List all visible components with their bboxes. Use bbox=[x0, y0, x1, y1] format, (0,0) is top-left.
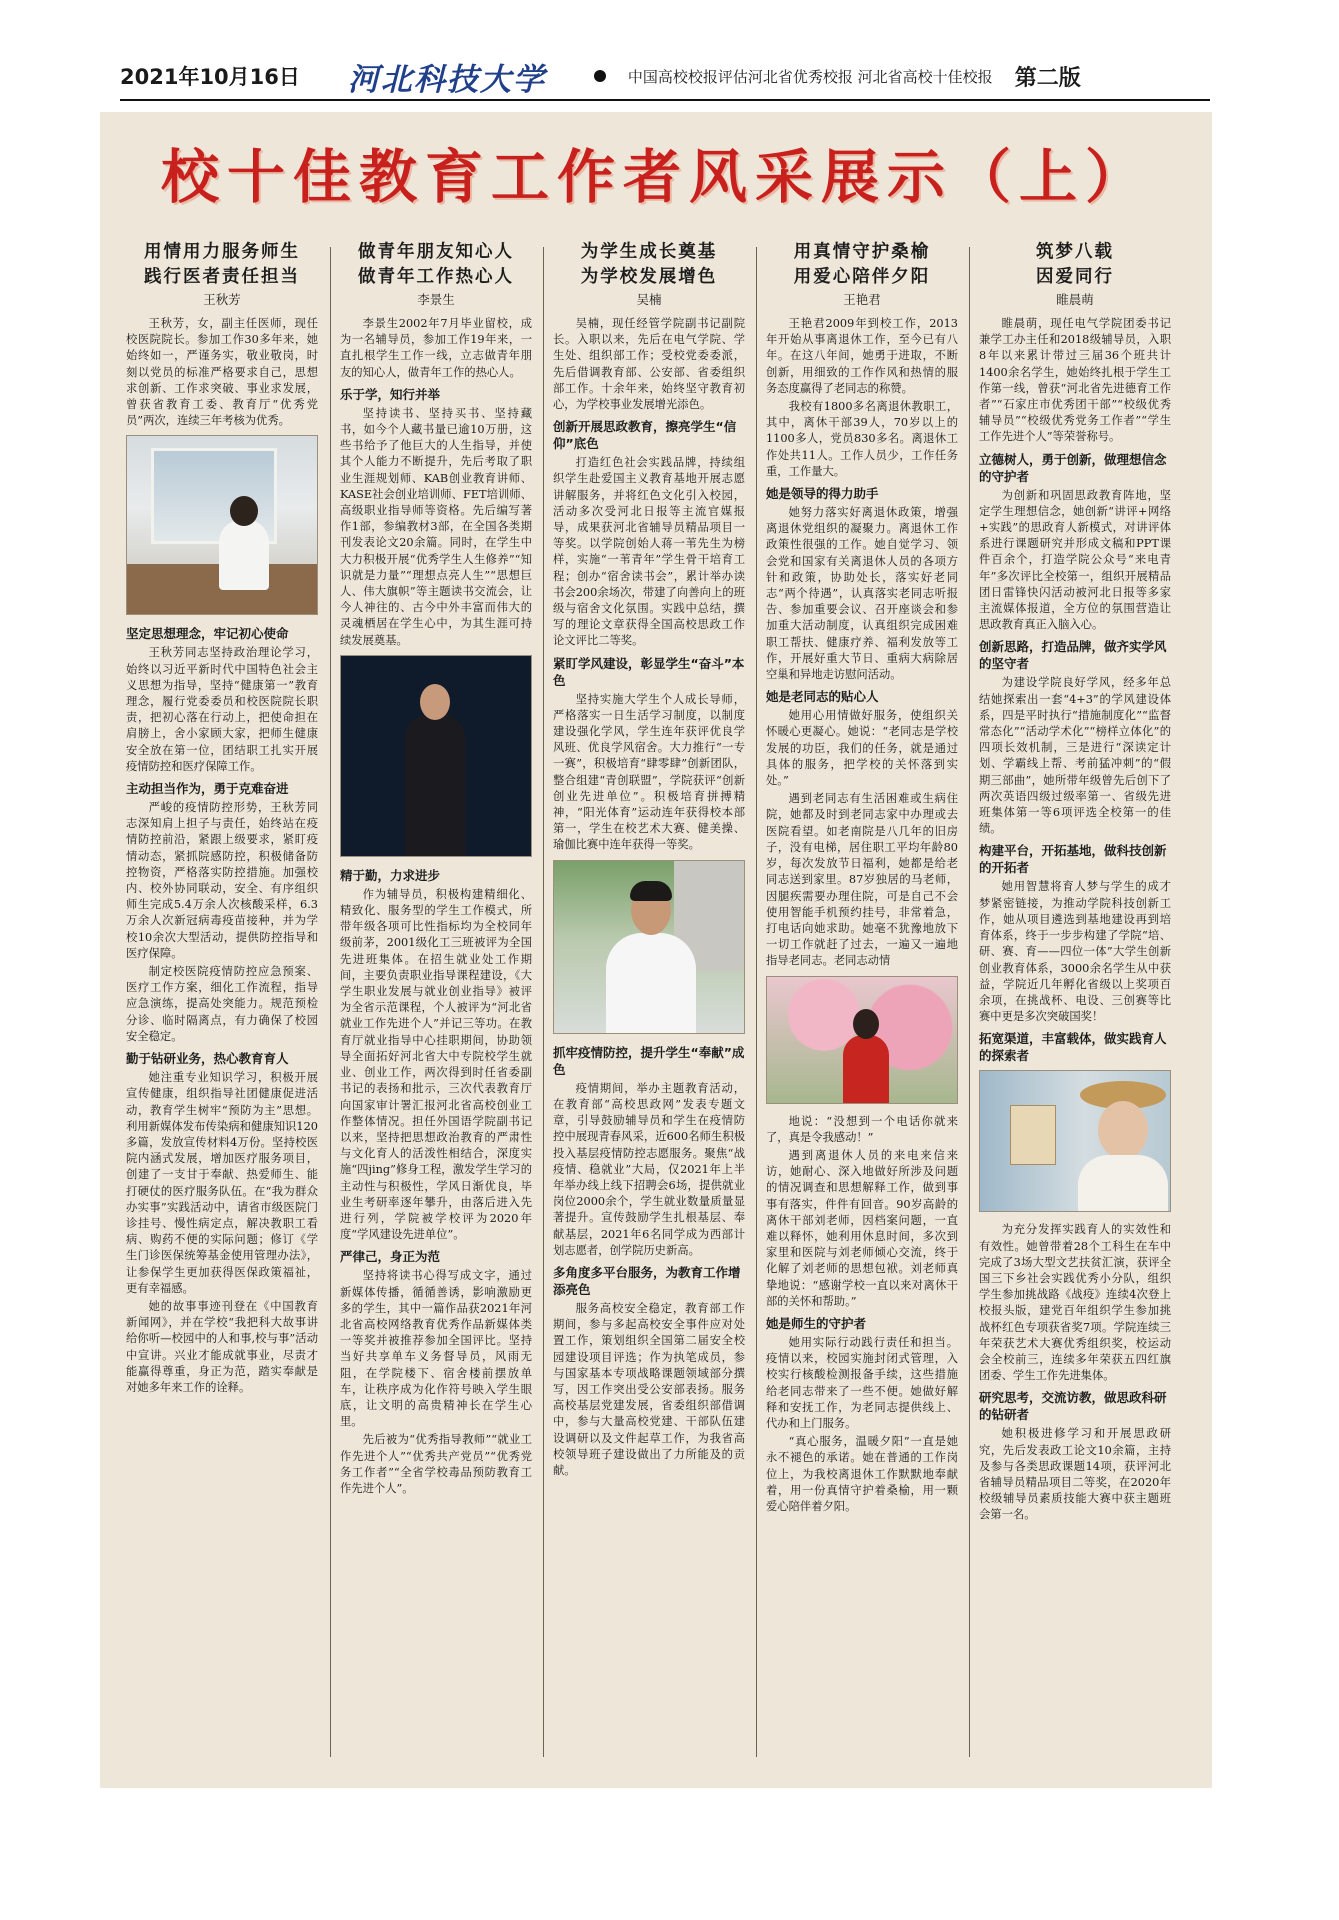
column-divider bbox=[330, 247, 331, 1757]
section-subheading: 立德树人，勇于创新，做理想信念的守护者 bbox=[979, 451, 1167, 484]
article-column-2 bbox=[340, 240, 532, 1770]
article-title-line: 为学生成长奠基 bbox=[580, 242, 718, 262]
article-title-line: 用情用力服务师生 bbox=[144, 242, 300, 262]
article-column-3 bbox=[553, 240, 745, 1770]
body-paragraph: 我校有1800多名离退休教职工，其中，离休干部39人，70岁以上的1100多人，党员830多名。离退休工作处共11人。工作人员少，工作任务重，工作量大。 bbox=[766, 400, 958, 478]
body-paragraph: 地说：“没想到一个电话你就来了，真是令我感动！” bbox=[766, 1114, 958, 1144]
body-paragraph: 她努力落实好离退休政策，增强离退休党组织的凝聚力。离退休工作政策性很强的工作。她自觉学习、领会党和国家有关离退休人员的各项方针和政策，协助处长，落实好老同志“两个待遇”，认真落实老同志听报告、参加重要会议、召开座谈会和参加重大活动制度，认真组织完成困难职工帮扶、健康疗养、福利发放等工作，开展好重大节日、重病大病除居空巢和异地走访慰问活动。 bbox=[766, 506, 958, 682]
body-paragraph: 服务高校安全稳定，教育部工作期间，参与多起高校安全事件应对处置工作，策划组织全国第二届安全校园建设项目评选；作为执笔成员，参与国家基本专项战略课题领域部分撰写，因工作突出受公安部表扬。服务高校基层党建发展，省委组织部借调中，参与大量高校党建、干部队伍建设调研以及文件起草工作，为我省高校领导班子建设做出了力所能及的贡献。 bbox=[553, 1301, 745, 1477]
body-paragraph: 王秋芳同志坚持政治理论学习，始终以习近平新时代中国特色社会主义思想为指导，坚持“健康第一”教育理念，履行党委委员和校医院院长职责，把初心落在行动上，把使命担在肩膀上，舍小家顾大家，把师生健康安全放在第一位，团结职工扎实开展疫情防控和医疗保障工作。 bbox=[126, 646, 318, 773]
page-headline: 校十佳教育工作者风采展示（上） bbox=[160, 143, 1151, 211]
article-title-line: 因爱同行 bbox=[1036, 267, 1114, 287]
article-title-line: 用真情守护桑榆 bbox=[793, 242, 931, 262]
body-paragraph: 遇到老同志有生活困难或生病住院，她都及时到老同志家中办理或去医院看望。如老南院是八几年的旧房子，没有电梯，居住职工平均年龄80岁，每次发放节日福利，她都是给老同志送到家里。87岁独居的马老师，因腿疾需要办理住院，可是自己不会使用智能手机预约挂号，非常着急，打电话向她求助。她毫不犹豫地放下一切工作就赶了过去，一遍又一遍地指导老同志。老同志动情 bbox=[766, 792, 958, 968]
section-subheading: 主动担当作为，勇于克难奋进 bbox=[126, 781, 289, 797]
body-paragraph: 吴楠，现任经管学院副书记副院长。入职以来，先后在电气学院、学生处、组织部工作；受校党委委派，先后借调教育部、公安部、省委组织部工作。十余年来，始终坚守教育初心，为学校事业发展增光添色。 bbox=[553, 317, 745, 412]
body-paragraph: 她用心用情做好服务，使组织关怀暖心更凝心。她说：“老同志是学校发展的功臣，我们的任务，就是通过具体的服务，把学校的关怀落到实处。” bbox=[766, 709, 958, 788]
section-subheading: 创新思路，打造品牌，做齐实学风的坚守者 bbox=[979, 639, 1167, 672]
body-paragraph: 遇到离退休人员的来电来信来访，她耐心、深入地做好所涉及问题的情况调查和思想解释工作，做到事事有落实，件件有回音。90岁高龄的离休干部刘老师，因档案问题，一直难以释怀，她利用休息时间，多次到家里和医院与刘老师倾心交流，终于化解了刘老师的思想包袱。刘老师真挚地说：“感谢学校一直以来对离休干部的关怀和帮助。” bbox=[766, 1148, 958, 1308]
body-paragraph: 坚持将读书心得写成文字，通过新媒体传播，循循善诱，影响激励更多的学生，其中一篇作品获2021年河北省高校网络教育优秀作品新媒体类一等奖并被推荐参加全国评比。坚持当好共享单车义务督导员，风雨无阻，在学院楼下、宿舍楼前摆放单车，让秩序成为化作符号映入学生眼底，让文明的高贵精神长在学生心里。 bbox=[340, 1269, 532, 1429]
body-paragraph: 她注重专业知识学习，积极开展宣传健康，组织指导社团健康促进活动，教育学生树牢“预防为主”思想。利用新媒体发布传染病和健康知识120多篇，发放宣传材料4万份。坚持校医院内涵式发展，增加医疗服务项目，创建了一支甘于奉献、热爱师生、能打硬仗的医疗服务队伍。在“我为群众办实事”实践活动中，请省市级医院门诊挂号、慢性病定点，解决教职工看病、购药不便的实际问题；修订《学生门诊医保统筹基金使用管理办法》，让参保学生更加获得医保政策福祉，更有幸福感。 bbox=[126, 1071, 318, 1295]
body-paragraph: 睢晨萌，现任电气学院团委书记兼学工办主任和2018级辅导员，入职8年以来累计带过三届36个班共计1400余名学生，她始终扎根于学生工作第一线，曾获“河北省先进德育工作者”“石家庄市优秀团干部”“校级优秀辅导员”“校级优秀党务工作者”“学生工作先进个人”等荣誉称号。 bbox=[979, 317, 1171, 444]
section-subheading: 拓宽渠道，丰富载体，做实践育人的探索者 bbox=[979, 1031, 1167, 1064]
article-author: 李景生 bbox=[417, 292, 455, 307]
body-paragraph: 疫情期间，举办主题教育活动，在教育部“高校思政网”发表专题文章，引导鼓励辅导员和学生在疫情防控中展现青春风采，近600名师生积极投入基层疫情防控志愿服务。聚焦“战疫情、稳就业”大局，仅2021年上半年举办线上线下招聘会6场，提供就业岗位2000余个，学生就业数量质量显著提升。宣传鼓励学生扎根基层、奉献基层，2021年6名同学成为西部计划志愿者，创学院历史新高。 bbox=[553, 1081, 745, 1257]
body-paragraph: 坚持实施大学生个人成长导师，严格落实一日生活学习制度，以制度建设强化学风，学生连年获评优良学风班、优良学风宿舍。大力推行“一专一赛”，积极培育“肆零肆”创新团队，整合组建“青创联盟”，学院获评“创新创业先进单位”。积极培育拼搏精神，“阳光体育”运动连年获得校本部第一，学生在校艺术大赛、健美操、瑜伽比赛中连年获得一等奖。 bbox=[553, 692, 745, 852]
section-subheading: 她是老同志的贴心人 bbox=[766, 689, 879, 705]
masthead bbox=[120, 56, 1210, 96]
body-paragraph: 李景生2002年7月毕业留校，成为一名辅导员，参加工作19年来，一直扎根学生工作一线，立志做青年朋友的知心人，做青年工作的热心人。 bbox=[340, 317, 532, 379]
body-paragraph: 她的故事事迹刊登在《中国教育新闻网》，并在学校“我把科大故事讲给你听—校园中的人和事,校与事”活动中宣讲。兴业才能成就事业，尽责才能赢得尊重，身正为范，踏实奉献是对她多年来工作的诠释。 bbox=[126, 1299, 318, 1394]
body-paragraph: 王秋芳，女，副主任医师，现任校医院院长。参加工作30多年来，她始终如一，严谨务实，敬业敬岗，时刻以党员的标准严格要求自己，思想求创新、工作求突破、事业求发展，曾获省教育工委、教育厅“优秀党员”两次，连续三年考核为优秀。 bbox=[126, 317, 318, 428]
article-title-line: 做青年朋友知心人 bbox=[358, 242, 514, 262]
masthead-rule bbox=[120, 99, 1210, 101]
body-paragraph: 为创新和巩固思政教育阵地，坚定学生理想信念，她创新“讲评+网络+实践”的思政育人新模式，对讲评体系进行课题研究并形成文稿和PPT课件百余个，打造学院公众号“来电青年”多次评比全校第一，组织开展精品团日雷锋快闪活动被河北日报等多家主流媒体报道，全方位的氛围营造让思政教育真正入脑入心。 bbox=[979, 488, 1171, 632]
body-paragraph: “真心服务，温暖夕阳”一直是她永不褪色的承诺。她在普通的工作岗位上，为我校离退休工作默默地奉献着，用一份真情守护着桑榆，用一颗爱心陪伴着夕阳。 bbox=[766, 1435, 958, 1513]
feature-panel bbox=[100, 112, 1212, 1788]
article-title-line: 筑梦八载 bbox=[1036, 242, 1114, 262]
section-subheading: 精于勤，力求进步 bbox=[340, 867, 441, 883]
section-subheading: 严律己，身正为范 bbox=[340, 1249, 441, 1265]
article-author: 王秋芳 bbox=[203, 292, 241, 307]
body-paragraph: 为建设学院良好学风，经多年总结她探索出一套“4+3”的学风建设体系，四是平时执行“措施制度化”“监督常态化”“活动学术化”“榜样立体化”的四项长效机制，三是进行“深读定计划、学霸线上帮、考前猛冲刺”的“假期三部曲”，她所带年级曾先后创下了两次英语四级过级率第一、省级先进班集体第一等6项评选全校第一的佳绩。 bbox=[979, 676, 1171, 836]
section-subheading: 抓牢疫情防控，提升学生“奉献”成色 bbox=[553, 1044, 745, 1077]
body-paragraph: 为充分发挥实践育人的实效性和有效性。她曾带着28个工科生在车中完成了3场大型文艺扶贫汇演，获评全国三下乡社会实践优秀小分队，组织学生参加挑战路《战疫》连续4次登上校报头版，建党百年组织学生参加挑战杯红色专项获省奖7项。学院连续三年荣获艺术大赛优秀组织奖，校运动会全校前三，连续多年荣获五四红旗团委、学生工作先进集体。 bbox=[979, 1223, 1171, 1383]
section-subheading: 她是领导的得力助手 bbox=[766, 486, 879, 502]
article-author: 王艳君 bbox=[843, 292, 881, 307]
body-paragraph: 作为辅导员，积极构建精细化、精致化、服务型的学生工作模式，所带年级各项可比性指标均为全校同年级前茅，2001级化工三班被评为全国先进班集体。在招生就业处工作期间，主要负责职业指导课程建设，《大学生职业发展与就业创业指导》被评为全省示范课程，个人被评为“河北省就业工作先进个人”并记三等功。在教育厅就业指导中心挂职期间，协助领导全面拓好河北省大中专院校学生就业、创业工作，两次得到时任省委副书记的表扬和批示，三次代表教育厅向国家审计署汇报河北省高校创业工作整体情况。担任外国语学院副书记以来，坚持把思想政治教育的严肃性与文化育人的活泼性相结合，深度实施“四jing”修身工程，激发学生学习的主动性与积极性，学风日渐优良，毕业生考研率逐年攀升，由落后进入先进行列，学院被学校评为2020年度“学风建设先进单位”。 bbox=[340, 887, 532, 1242]
body-paragraph: 严峻的疫情防控形势，王秋芳同志深知肩上担子与责任，始终站在疫情防控前沿，紧跟上级要求，紧盯疫情动态，紧抓院感防控，积极储备防控物资，严格落实防控措施。加强校内、校外协同联动，安全、有序组织师生完成5.4万余人次核酸采样，6.3万余人次新冠病毒疫苗接种，并为学校10余次大型活动，提供防控指导和医疗保障。 bbox=[126, 801, 318, 960]
article-title-line: 为学校发展增色 bbox=[580, 267, 718, 287]
body-paragraph: 坚持读书、坚持买书、坚持藏书，如今个人藏书量已逾10万册，这些书给予了他巨大的人生指导，并使其个人能力不断提升，先后考取了职业生涯规划师、KAB创业教育讲师、KASE社会创业培训师、FET培训师、高级职业指导师等资格。先后编写著作1部，参编教材3部，在全国各类期刊发表论文20余篇。同时，在学生中大力积极开展“优秀学生人生修养”“知识就是力量”“理想点亮人生”“思想巨人、伟大旗帜”等主题读书交流会，让今人神往的、古今中外丰富而伟大的灵魂栖居在学生心中，为其生涯可持续发展奠基。 bbox=[340, 406, 532, 647]
article-author: 睢晨萌 bbox=[1056, 292, 1094, 307]
profile-photo bbox=[553, 860, 745, 1034]
section-subheading: 她是师生的守护者 bbox=[766, 1315, 867, 1331]
body-paragraph: 打造红色社会实践品牌，持续组织学生赴爱国主义教育基地开展志愿讲解服务，并将红色文化引入校园，活动多次受河北日报等主流官媒报导，成果获河北省辅导员精品项目一等奖。以学院创始人蒋一苇先生为榜样，实施“一苇青年”学生骨干培育工程；创办“宿舍读书会”，累计举办读书会200余场次，带建了向善向上的班级与宿舍文化氛围。实践中总结，撰写的理论文章获得全国高校思政工作论文评比二等奖。 bbox=[553, 456, 745, 648]
masthead-slogan: 中国高校校报评估河北省优秀校报 河北省高校十佳校报 bbox=[627, 67, 993, 86]
section-subheading: 构建平台，开拓基地，做科技创新的开拓者 bbox=[979, 843, 1167, 876]
profile-photo bbox=[766, 976, 958, 1104]
section-subheading: 乐于学，知行并举 bbox=[340, 386, 441, 402]
article-title-line: 用爱心陪伴夕阳 bbox=[793, 267, 931, 287]
profile-photo bbox=[126, 435, 318, 615]
article-title-line: 践行医者责任担当 bbox=[144, 267, 300, 287]
profile-photo bbox=[340, 655, 532, 857]
article-column-5 bbox=[979, 240, 1171, 1770]
section-subheading: 多角度多平台服务，为教育工作增添亮色 bbox=[553, 1264, 741, 1297]
section-subheading: 创新开展思政教育，擦亮学生“信仰”底色 bbox=[553, 419, 737, 452]
section-subheading: 坚定思想理念，牢记初心使命 bbox=[126, 626, 289, 642]
column-divider bbox=[543, 247, 544, 1757]
issue-date: 2021年10月16日 bbox=[120, 65, 300, 89]
article-author: 吴楠 bbox=[636, 292, 662, 307]
section-subheading: 紧盯学风建设，彰显学生“奋斗”本色 bbox=[553, 655, 745, 688]
bullet-dot-icon bbox=[594, 70, 606, 82]
body-paragraph: 她用实际行动践行责任和担当。疫情以来，校园实施封闭式管理，入校实行核酸检测报备手续，这些措施给老同志带来了一些不便。她做好解释和安抚工作，为老同志提供线上、代办和上门服务。 bbox=[766, 1335, 958, 1430]
body-paragraph: 她积极进修学习和开展思政研究，先后发表政工论文10余篇，主持及参与各类思政课题14项，获评河北省辅导员精品项目二等奖，在2020年校级辅导员素质技能大赛中获主题班会第一名。 bbox=[979, 1427, 1171, 1522]
profile-photo bbox=[979, 1070, 1171, 1212]
column-divider bbox=[969, 247, 970, 1757]
body-paragraph: 她用智慧将育人梦与学生的成才梦紧密链接，为推动学院科技创新工作，她从项目遴选到基地建设再到培育体系，终于一步步构建了学院“培、研、赛、育——四位一体”大学生创新创业教育体系，3000余名学生从中获益，学院近几年孵化省级以上奖项百余项，在挑战杯、电设、三创赛等比赛中更是多次突破国奖！ bbox=[979, 880, 1171, 1024]
article-column-4 bbox=[766, 240, 958, 1770]
body-paragraph: 制定校医院疫情防控应急预案、医疗工作方案，细化工作流程，指导应急演练，提高处突能力。规范预检分诊、临时隔离点，有力确保了校园安全稳定。 bbox=[126, 965, 318, 1043]
section-subheading: 勤于钻研业务，热心教育育人 bbox=[126, 1051, 289, 1067]
section-subheading: 研究思考，交流访教，做思政科研的钻研者 bbox=[979, 1390, 1167, 1423]
body-paragraph: 王艳君2009年到校工作，2013年开始从事离退休工作，至今已有八年。在这八年间，她勇于进取，不断创新，用细致的工作作风和热情的服务态度赢得了老同志的称赞。 bbox=[766, 317, 958, 395]
article-column-1 bbox=[126, 240, 318, 1770]
column-divider bbox=[756, 247, 757, 1757]
edition-label: 第二版 bbox=[1014, 65, 1081, 91]
article-title-line: 做青年工作热心人 bbox=[358, 267, 514, 287]
body-paragraph: 先后被为“优秀指导教师”“就业工作先进个人”“优秀共产党员”“优秀党务工作者”“全省学校毒品预防教育工作先进个人”。 bbox=[340, 1433, 532, 1495]
newspaper-logo: 河北科技大学 bbox=[347, 61, 546, 98]
